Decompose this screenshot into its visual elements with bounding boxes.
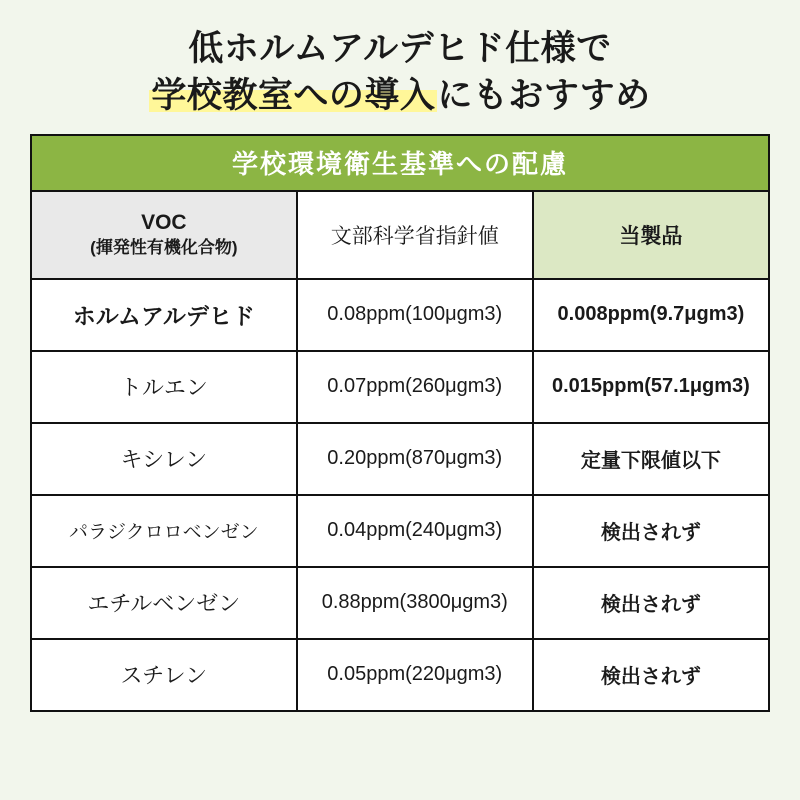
headline-line-1: 低ホルムアルデヒド仕様で bbox=[188, 29, 612, 68]
table-row bbox=[31, 279, 769, 351]
row-name: キシレン bbox=[31, 423, 297, 495]
headline-highlight: 学校教室への導入 bbox=[151, 75, 436, 115]
voc-table-wrapper bbox=[30, 134, 770, 712]
table-header-row bbox=[31, 191, 769, 279]
header-voc bbox=[31, 191, 297, 279]
row-guideline: 0.88ppm(3800μgm3) bbox=[297, 567, 533, 639]
header-guideline: 文部科学省指針値 bbox=[297, 191, 533, 279]
row-name: パラジクロロベンゼン bbox=[31, 495, 297, 567]
row-name: スチレン bbox=[31, 639, 297, 711]
table-row bbox=[31, 495, 769, 567]
header-voc-sub: (揮発性有機化合物) bbox=[90, 238, 238, 258]
row-guideline: 0.20ppm(870μgm3) bbox=[297, 423, 533, 495]
voc-table bbox=[30, 134, 770, 712]
table-banner: 学校環境衛生基準への配慮 bbox=[31, 135, 769, 191]
row-guideline: 0.05ppm(220μgm3) bbox=[297, 639, 533, 711]
headline-line-2-tail: にもおすすめ bbox=[437, 75, 651, 115]
row-product: 定量下限値以下 bbox=[533, 423, 769, 495]
table-row bbox=[31, 351, 769, 423]
row-name: エチルベンゼン bbox=[31, 567, 297, 639]
row-product: 検出されず bbox=[533, 567, 769, 639]
table-row bbox=[31, 639, 769, 711]
table-head bbox=[31, 135, 769, 279]
row-guideline: 0.04ppm(240μgm3) bbox=[297, 495, 533, 567]
table-banner-row bbox=[31, 135, 769, 191]
row-product: 検出されず bbox=[533, 639, 769, 711]
header-voc-main: VOC bbox=[141, 211, 187, 235]
header-product: 当製品 bbox=[533, 191, 769, 279]
row-guideline: 0.08ppm(100μgm3) bbox=[297, 279, 533, 351]
row-product: 0.008ppm(9.7μgm3) bbox=[533, 279, 769, 351]
row-name: トルエン bbox=[31, 351, 297, 423]
headline-line-2 bbox=[149, 73, 650, 120]
row-guideline: 0.07ppm(260μgm3) bbox=[297, 351, 533, 423]
row-product: 0.015ppm(57.1μgm3) bbox=[533, 351, 769, 423]
headline bbox=[149, 26, 650, 120]
table-body bbox=[31, 279, 769, 711]
row-product: 検出されず bbox=[533, 495, 769, 567]
row-name: ホルムアルデヒド bbox=[31, 279, 297, 351]
table-row bbox=[31, 567, 769, 639]
table-row bbox=[31, 423, 769, 495]
